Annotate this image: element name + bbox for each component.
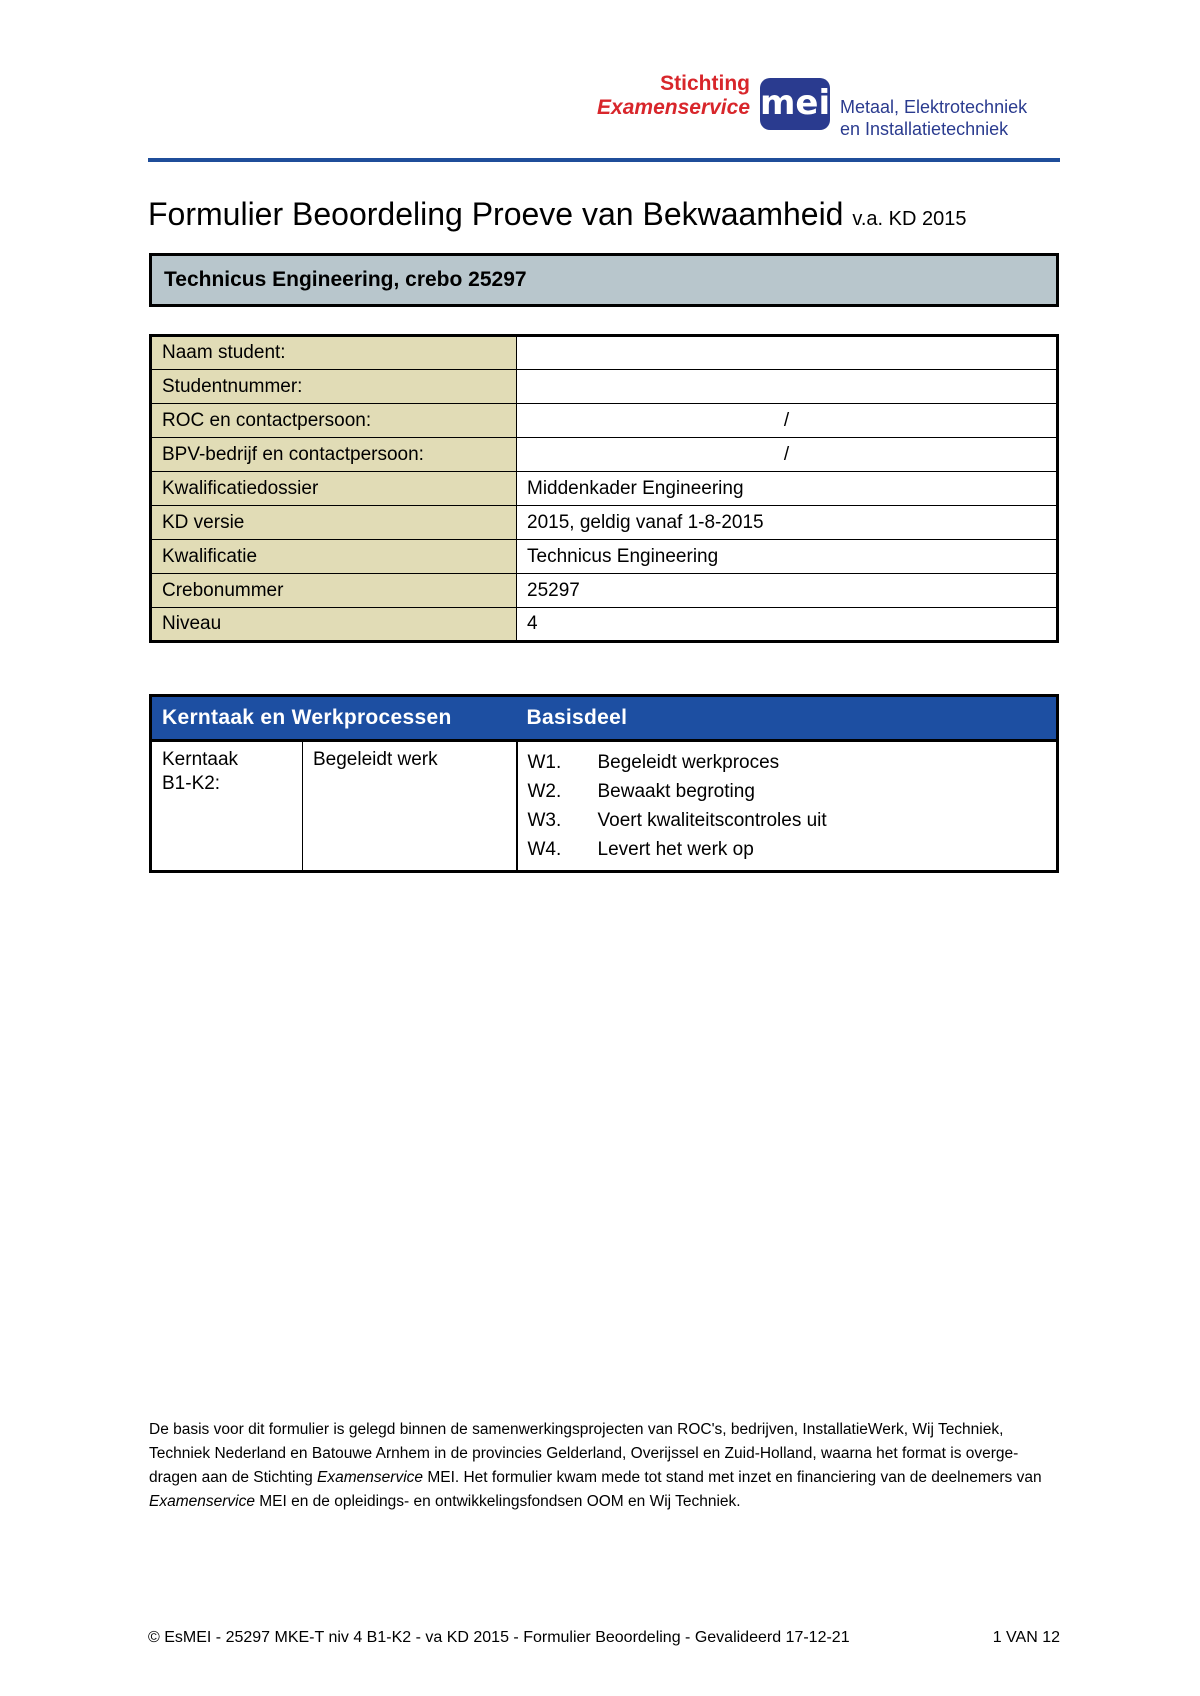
page-title-main: Formulier Beoordeling Proeve van Bekwaamheid: [148, 196, 844, 232]
footer-text: © EsMEI - 25297 MKE-T niv 4 B1-K2 - va KD 2015 - Formulier Beoordeling - Gevalideerd 17-12-21: [148, 1629, 850, 1646]
footnote-text: [149, 1418, 1061, 1514]
footnote-em1: Examenservice: [317, 1469, 424, 1486]
werkproces-text: Begeleidt werkproces: [597, 752, 780, 773]
value-studentnummer[interactable]: [517, 370, 1058, 404]
value-crebonummer: 25297: [517, 574, 1058, 608]
logo-text-right: [840, 96, 1060, 140]
table-row: [151, 404, 1058, 438]
label-niveau: Niveau: [151, 608, 517, 642]
kerntaak-code-line2: B1-K2:: [162, 773, 221, 794]
kerntaak-header-left: Kerntaak en Werkprocessen: [151, 696, 517, 741]
label-kwalificatie: Kwalificatie: [151, 540, 517, 574]
table-row: [151, 336, 1058, 370]
label-studentnummer: Studentnummer:: [151, 370, 517, 404]
werkproces-code: W2.: [527, 781, 562, 802]
value-kwalificatie: Technicus Engineering: [517, 540, 1058, 574]
value-kd-versie: 2015, geldig vanaf 1-8-2015: [517, 506, 1058, 540]
label-bpv-bedrijf: BPV-bedrijf en contactpersoon:: [151, 438, 517, 472]
page-footer: [148, 1628, 1060, 1648]
page-title-suffix: v.a. KD 2015: [852, 208, 967, 230]
footnote-part1: De basis voor dit formulier is gelegd binnen de samenwerkingsprojecten van ROC's, bedrijven, InstallatieWerk, Wij Techniek, Techniek Nederland en Batouwe Arnhem in de provincies Gelderland, Overijssel en Zuid-Holland, waarna het format is overge-dragen aan de Stichting: [149, 1421, 1019, 1486]
table-row: [151, 540, 1058, 574]
label-crebonummer: Crebonummer: [151, 574, 517, 608]
logo-line-installatie: en Installatietechniek: [840, 119, 1009, 139]
table-row: [151, 574, 1058, 608]
werkproces-code: W3.: [527, 810, 562, 831]
label-naam-student: Naam student:: [151, 336, 517, 370]
logo-line-examenservice: Examenservice: [597, 96, 750, 119]
kerntaak-name: Begeleidt werk: [303, 741, 517, 872]
footnote-part3: MEI en de opleidings- en ontwikkelingsfondsen OOM en Wij Techniek.: [254, 1493, 741, 1510]
kerntaak-header-row: [151, 696, 1058, 741]
table-row: [151, 370, 1058, 404]
logo-line-stichting: Stichting: [660, 72, 750, 95]
label-roc-contactpersoon: ROC en contactpersoon:: [151, 404, 517, 438]
werkproces-code: W4.: [527, 839, 562, 860]
list-item: [528, 777, 1047, 806]
logo-line-metaal: Metaal, Elektrotechniek: [840, 97, 1028, 117]
werkproces-text: Levert het werk op: [597, 839, 754, 860]
werkproces-text: Bewaakt begroting: [597, 781, 755, 802]
kerntaak-table: [149, 694, 1059, 873]
list-item: [528, 748, 1047, 777]
mei-logo-mark: mei: [760, 78, 830, 130]
value-niveau: 4: [517, 608, 1058, 642]
label-kd-versie: KD versie: [151, 506, 517, 540]
footnote-part2: MEI. Het formulier kwam mede tot stand met inzet en financiering van de deelnemers van: [423, 1469, 1042, 1486]
value-roc-contactpersoon[interactable]: /: [517, 404, 1058, 438]
kerntaak-code-line1: Kerntaak: [162, 749, 239, 770]
table-row: [151, 741, 1058, 872]
werkproces-code: W1.: [527, 752, 562, 773]
page-title: [148, 194, 1060, 239]
qualification-band: Technicus Engineering, crebo 25297: [149, 253, 1059, 307]
value-kwalificatiedossier: Middenkader Engineering: [517, 472, 1058, 506]
value-bpv-bedrijf[interactable]: /: [517, 438, 1058, 472]
werkprocessen-list: [517, 741, 1058, 872]
value-naam-student[interactable]: [517, 336, 1058, 370]
table-row: [151, 506, 1058, 540]
footnote-em2: Examenservice: [149, 1493, 255, 1510]
werkproces-text: Voert kwaliteitscontroles uit: [597, 810, 827, 831]
label-kwalificatiedossier: Kwalificatiedossier: [151, 472, 517, 506]
examenservice-logo: [596, 68, 1056, 148]
kerntaak-header-right: Basisdeel: [517, 696, 1058, 741]
table-row: [151, 608, 1058, 642]
page-number: 1 VAN 12: [992, 1629, 1060, 1646]
logo-text-left: [596, 72, 750, 120]
header-divider: [148, 158, 1060, 162]
student-info-table: [149, 334, 1059, 643]
table-row: [151, 472, 1058, 506]
list-item: [528, 835, 1047, 864]
kerntaak-code-cell: [151, 741, 303, 872]
table-row: [151, 438, 1058, 472]
list-item: [528, 806, 1047, 835]
